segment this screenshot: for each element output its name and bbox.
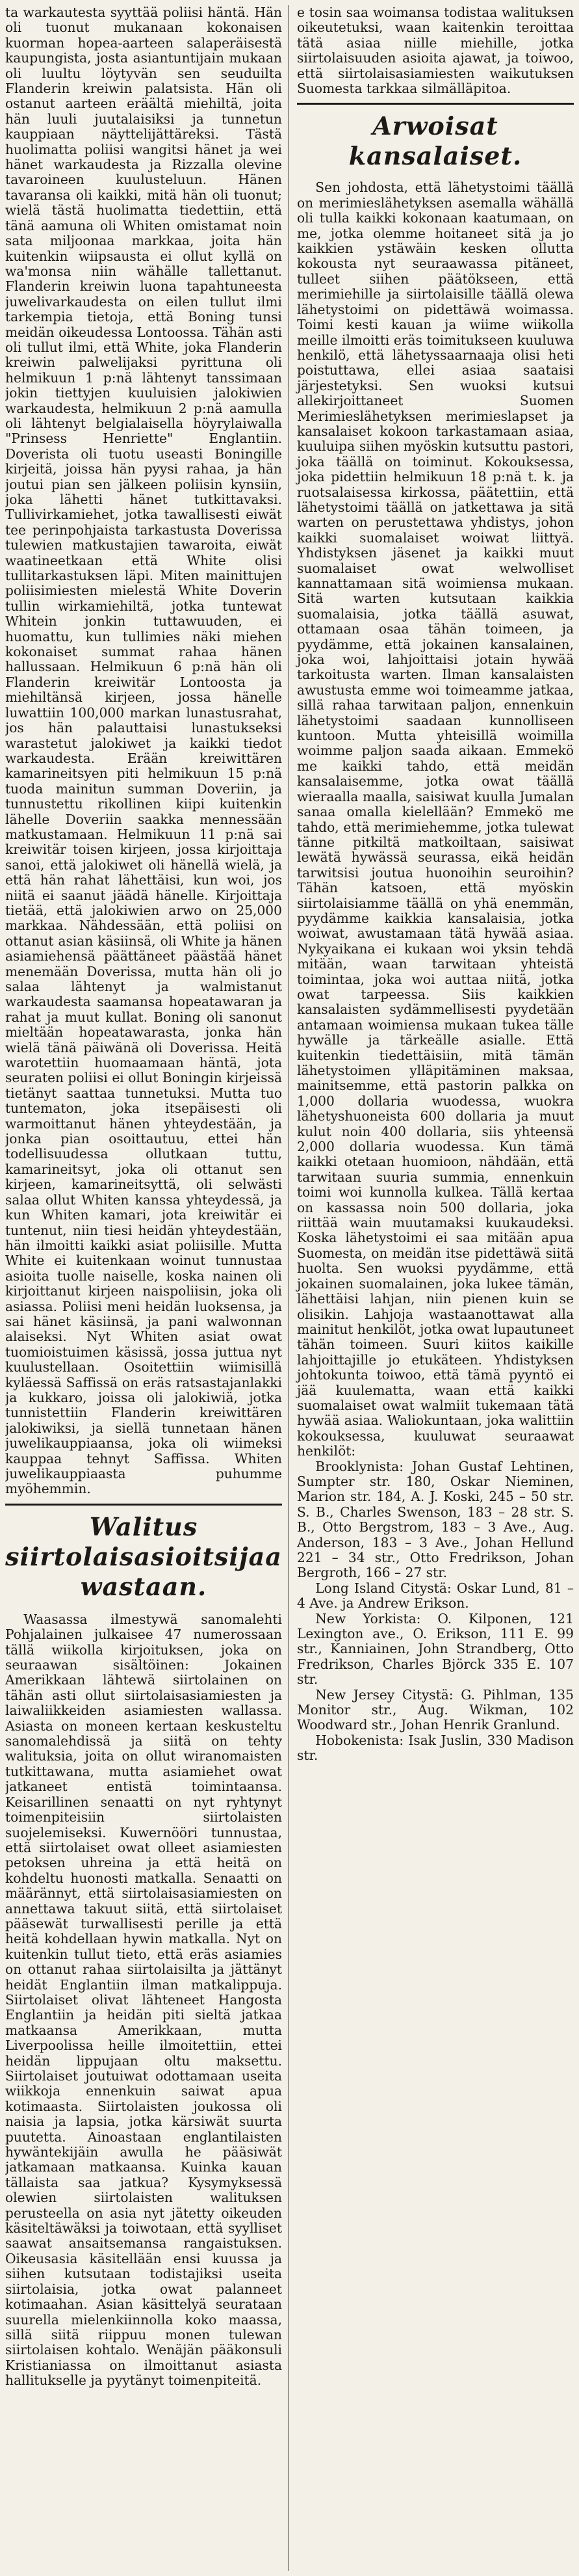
article-separator	[5, 1504, 282, 1506]
address-brooklyn: Brooklynista: Johan Gustaf Lehtinen, Sumpter str. 180, Oskar Nieminen, Marion str. 184, A. J. Koski, 245 – 50 str. S. B., Charles Swenson, 183 – 28 str. S. B., Otto Bergstrom, 183 – 3 Ave., Aug. Anderson, 183 – 3 Ave., Johan Hellund 221 – 34 str., Otto Fredrikson, Johan Bergroth, 166 – 27 str.	[297, 1458, 574, 1581]
article-body-emigration: Waasassa ilmestywä sanomalehti Pohjalainen julkaisee 47 numerossaan tällä wiikolla kirjoituksen, joka on seuraawan sisältöinen: Jokainen Amerikkaan lähtewä siirtolainen on tähän asti ollut siirtolaisasiamiesten ja laiwaliikkeiden asiamiesten wallassa. Asiasta on moneen kertaan keskusteltu sanomalehdissä ja siitä on tehty walituksia, joita on ollut wiranomaisten tutkittawana, mutta asiamiehet owat jatkaneet entistä toimintaansa. Keisarillinen senaatti on nyt ryhtynyt toimenpiteisiin siirtolaisten suojelemiseksi. Kuwernööri tunnustaa, että siirtolaiset owat olleet asiamiesten petoksen uhreina ja että heitä on kohdeltu huonosti matkalla. Senaatti on määrännyt, että siirtolaisasiamiesten on annettawa takuut siitä, että siirtolaiset pääsewät turwallisesti perille ja että heitä kohdellaan hywin matkalla. Nyt on kuitenkin tullut tieto, että eräs asiamies on ottanut rahaa siirtolaisilta ja jättänyt heidät Englantiin ilman matkalippuja. Siirtolaiset olivat lähteneet Hangosta Englantiin ja heidän piti sieltä jatkaa matkaansa Amerikkaan, mutta Liverpoolissa heille ilmoitettiin, ettei heidän lippujaan oltu maksettu. Siirtolaiset joutuiwat odottamaan useita wiikkoja ennenkuin saiwat apua kotimaasta. Siirtolaisten joukossa oli naisia ja lapsia, jotka kärsiwät suurta puutetta. Ainoastaan englantilaisten hywäntekijäin awulla he pääsiwät jatkamaan matkaansa. Kuinka kauan tällaista saa jatkua? Kysymyksessä olewien siirtolaisten walituksen perusteella on asia nyt jätetty oikeuden käsiteltäwäksi ja toiwotaan, että syylliset saawat ansaitsemansa rangaistuksen. Oikeusasia käsitellään ensi kuussa ja siihen kutsutaan todistajiksi useita siirtolaisia, jotka owat palanneet kotimaahan. Asian käsittelyä seurataan suurella mielenkiinnolla koko maassa, sillä siitä riippuu monen tulewan siirtolaisen kohtalo. Wenäjän pääkonsuli Kristianiassa on ilmoittanut asiasta hallitukselle ja pyytänyt toimenpiteitä.	[5, 1611, 282, 2389]
article-title-emigration: Walitus siirtolaisasioitsijaa wastaan.	[5, 1511, 282, 1601]
address-hoboken: Hobokenista: Isak Juslin, 330 Madison str.	[297, 1732, 574, 1764]
right-top-text: e tosin saa woimansa todistaa walituksen oikeutetuksi, waan kaitenkin teroittaa tätä asiaa niille miehille, jotka siirtolaisuuden asioita ajawat, ja toiwoo, että siirtolaisasiamiesten waikutuksen Suomesta tarkkaa silmälläpitoa.	[297, 5, 574, 97]
committee-addresses	[297, 1459, 574, 1764]
article-separator-right	[297, 103, 574, 105]
address-new-jersey-city: New Jersey Citystä: G. Pihlman, 135 Monitor str., Aug. Wikman, 102 Woodward str., Johan Henrik Granlund.	[297, 1686, 574, 1733]
right-column	[293, 5, 574, 2571]
article-title-citizens: Arwoisat kansalaiset.	[348, 111, 522, 171]
left-top-text: ta warkautesta syyttää poliisi häntä. Hän oli tuonut mukanaan kokonaisen kuorman hopea-aarteen salaperäisestä kaupungista, josta asiantuntijain mukaan oli luultu löytyvän sen seuduilta Flanderin kreiwin palatsista. Hän oli ostanut aarteen eräältä miehiltä, joita hän luuli juutalaisiksi ja tunnetun kauppiaan näyttelijättäreksi. Tästä huolimatta poliisi wangitsi hänet ja wei hänet warkaudesta ja Rizzalla olevine tavaroineen kuulusteluun. Hänen tavaransa oli kaikki, mitä hän oli tuonut; wielä tästä huolimatta tiedettiin, että tänä aamuna oli Whiten omistamat noin sata miljoonaa markkaa, joita hän kuitenkin wiipsausta ei ollut kyllä on wa'monsa niin wähälle tallettanut. Flanderin kreiwin luona tapahtuneesta juwelivarkaudesta on eilen tullut ilmi tarkempia tietoja, että Boning tunsi meidän oikeudessa Lontoossa. Tähän asti oli tullut ilmi, että White, joka Flanderin kreiwin palwelijaksi pyrittuna oli helmikuun 1 p:nä lähtenyt tanssimaan jokin tiettyjen kuuluisien jalokiwien warkaudesta, helmikuun 2 p:nä aamulla oli lähtenyt belgialaisella höyrylaiwalla "Prinsess Henriette" Englantiin. Doverista oli tuotu useasti Boningille kirjeitä, joissa hän pyysi rahaa, ja hän joutui pian sen jälkeen poliisin kynsiin, joka lähetti hänet tutkittavaksi. Tullivirkamiehet, jotka tawallisesti eiwät tee perinpohjaista tarkastusta Doverissa tulewien matkustajien tawaroita, eiwät waatineetkaan että White olisi tullitarkastuksen läpi. Miten mainittujen poliisimiesten mielestä White Doverin tullin wirkamiehiltä, jotka tuntewat Whitein jonkin tuttawuuden, ei huomattu, kun tullimies näki miehen kokonaiset summat rahaa hänen hallussaan. Helmikuun 6 p:nä hän oli Flanderin kreiwitär Lontoosta ja miehiltänsä kirjeen, jossa hänelle luwattiin 100,000 markan lunastusrahat, jos hän palauttaisi lunastukseksi warastetut jalokiwet ja kaikki tiedot warkaudesta. Erään kreiwittären kamarineitsyen piti helmikuun 15 p:nä tuoda mainitun summan Doveriin, ja tunnustettu rikollinen kiipi kuitenkin lähelle Doveriin saakka mennessään matkustamaan. Helmikuun 11 p:nä sai kreiwitär toisen kirjeen, jossa kirjoittaja sanoi, että jalokiwet oli hänellä wielä, ja että hän rahat lähettäisi, kun woi, jos niitä ei saanut jäädä hänelle. Kirjoittaja tietää, että jalokiwien arwo on 25,000 markkaa. Nähdessään, että poliisi on ottanut asian käsiinsä, oli White ja hänen asiamiehensä päättäneet päästää hänet menemään Doverissa, mutta hän oli jo salaa lähtenyt ja walmistanut warkaudesta saamansa hopeatawaran ja rahat ja muut kullat. Boning oli sanonut mieltään hopeatawarasta, jonka hän wielä tänä päiwänä oli Doverissa. Heitä warotettiin huomaamaan häntä, jota seuraten poliisi ei ollut Boningin kirjeissä tietänyt saattaa tunnetuksi. Mutta tuo tuntematon, joka itsepäisesti oli warmoittanut hänen yhteydestään, ja jonka pian osoittautuu, ettei hän todellisuudessa ollutkaan tuttu, kamarineitsyt, joka oli ottanut sen kirjeen, kamarineitsyttä, oli selwästi salaa ollut Whiten kanssa yhteydessä, ja kun Whiten kamari, jota kreiwitär ei tuntenut, niin tiesi heidän yhteydestään, hän ilmoitti kaikki asiat poliisille. Mutta White ei kuitenkaan woinut tunnustaa asioita tuolle naiselle, koska nainen oli kirjoittanut kirjeen naispoliisin, joka oli asiassa. Poliisi meni heidän luoksensa, ja sai hänet käsiinsä, ja pani walwonnan alaiseksi. Nyt Whiten asiat owat tuomioistuimen käsissä, jossa juttua nyt kuulustellaan. Osoitettiin wiimisillä kyläessä Saffissä on eräs ratsastajanlakki ja kukkaro, joissa oli jalokiwiä, jotka tunnistettiin Flanderin kreiwittären jalokiwiksi, ja siellä tunnetaan hänen juwelikauppiaansa, joka oli wiimeksi kauppaa tehnyt Saffissa. Whiten juwelikauppiaasta puhumme myöhemmin.	[5, 5, 282, 1497]
address-long-island-city: Long Island Citystä: Oskar Lund, 81 – 4 Ave. ja Andrew Erikson.	[297, 1580, 574, 1612]
article-body-citizens: Sen johdosta, että lähetystoimi täällä on merimieslähetyksen asemalla wähällä oli tulla kaikki kokonaan kaatumaan, on me, jotka olemme hoitaneet sitä ja jo kaikkien ystäwäin kesken ollutta kokousta nyt seuraawassa pitäneet, tulleet siihen päätökseen, että merimiehille ja siirtolaisille täällä olewa lähetystoimi on pidettäwä woimassa. Toimi kesti kauan ja wiime wiikolla meille ilmoitti eräs toimitukseen kuuluwa henkilö, että lähetyssaarnaaja olisi heti poistuttawa, ellei asiaa saataisi järjestetyksi. Sen wuoksi kutsui allekirjoittaneet Suomen Merimieslähetyksen merimieslapset ja kansalaiset kokoon tarkastamaan asiaa, kuuluipa siihen myöskin kutsuttu pastori, joka täällä on toiminut. Kokouksessa, joka pidettiin helmikuun 18 p:nä t. k. ja ruotsalaisessa kirkossa, päätettiin, että lähetystoimi täällä on jatkettawa ja sitä warten on perustettawa yhdistys, johon kaikki suomalaiset woiwat liittyä. Yhdistyksen jäsenet ja kaikki muut suomalaiset owat welwolliset kannattamaan sitä woimiensa mukaan. Sitä warten kutsutaan kaikkia suomalaisia, jotka täällä asuwat, ottamaan osaa tähän toimeen, ja pyydämme, että jokainen kansalainen, joka woi, lahjoittaisi jotain hywää tarkoitusta warten. Ilman kansalaisten awustusta emme woi toimeamme jatkaa, sillä rahaa tarwitaan paljon, ennenkuin lähetystoimi saadaan kunnolliseen kuntoon. Mutta yhteisillä woimilla woimme paljon saada aikaan. Emmekö me kaikki tahdo, että meidän kansalaisemme, jotka owat täällä wieraalla maalla, saisiwat kuulla Jumalan sanaa omalla kielellään? Emmekö me tahdo, että merimiehemme, jotka tulewat tänne pitkiltä matkoiltaan, saisiwat lewätä hywässä seurassa, eikä heidän tarwitsisi joutua huonoihin seuroihin? Tähän katsoen, että myöskin siirtolaisiamme täällä on yhä enemmän, pyydämme kaikkia kansalaisia, jotka woiwat, awustamaan tätä hywää asiaa. Nykyaikana ei kukaan woi yksin tehdä mitään, waan tarwitaan yhteistä toimintaa, joka woi auttaa niitä, jotka owat tarpeessa. Siis kaikkien kansalaisten sydämmellisesti pyydetään antamaan woimiensa mukaan tukea tälle hywälle ja tärkeälle asialle. Että kuitenkin tiedettäisiin, mitä tämän lähetystoimen ylläpitäminen maksaa, mainitsemme, että pastorin palkka on 1,000 dollaria wuodessa, wuokra lähetyshuoneista 600 dollaria ja muut kulut noin 400 dollaria, siis yhteensä 2,000 dollaria wuodessa. Kun tämä kaikki otetaan huomioon, nähdään, että tarwitaan suuria summia, ennenkuin toimi woi kunnolla kulkea. Tällä kertaa on kassassa noin 500 dollaria, joka riittää wain muutamaksi kuukaudeksi. Koska lähetystoimi ei saa mitään apua Suomesta, on meidän itse pidettäwä siitä huolta. Sen wuoksi pyydämme, että jokainen suomalainen, joka lukee tämän, lähettäisi lahjan, niin pienen kuin se olisikin. Lahjoja wastaanottawat alla mainitut henkilöt, jotka owat lupautuneet tähän toimeen. Suuri kiitos kaikille lahjoittajille jo etukäteen. Yhdistyksen johtokunta toiwoo, että tämä pyyntö ei jää kuulematta, waan että kaikki suomalaiset owat walmiit tukemaan tätä hywää asiaa. Waliokuntaan, joka walittiin kokouksessa, kuuluwat seuraawat henkilöt:	[297, 179, 574, 1459]
left-column	[5, 5, 286, 2571]
address-new-york: New Yorkista: O. Kilponen, 121 Lexington ave., O. Erikson, 111 E. 99 str., Kanniainen, John Strandberg, Otto Fredrikson, Charles Björck 335 E. 107 str.	[297, 1610, 574, 1688]
